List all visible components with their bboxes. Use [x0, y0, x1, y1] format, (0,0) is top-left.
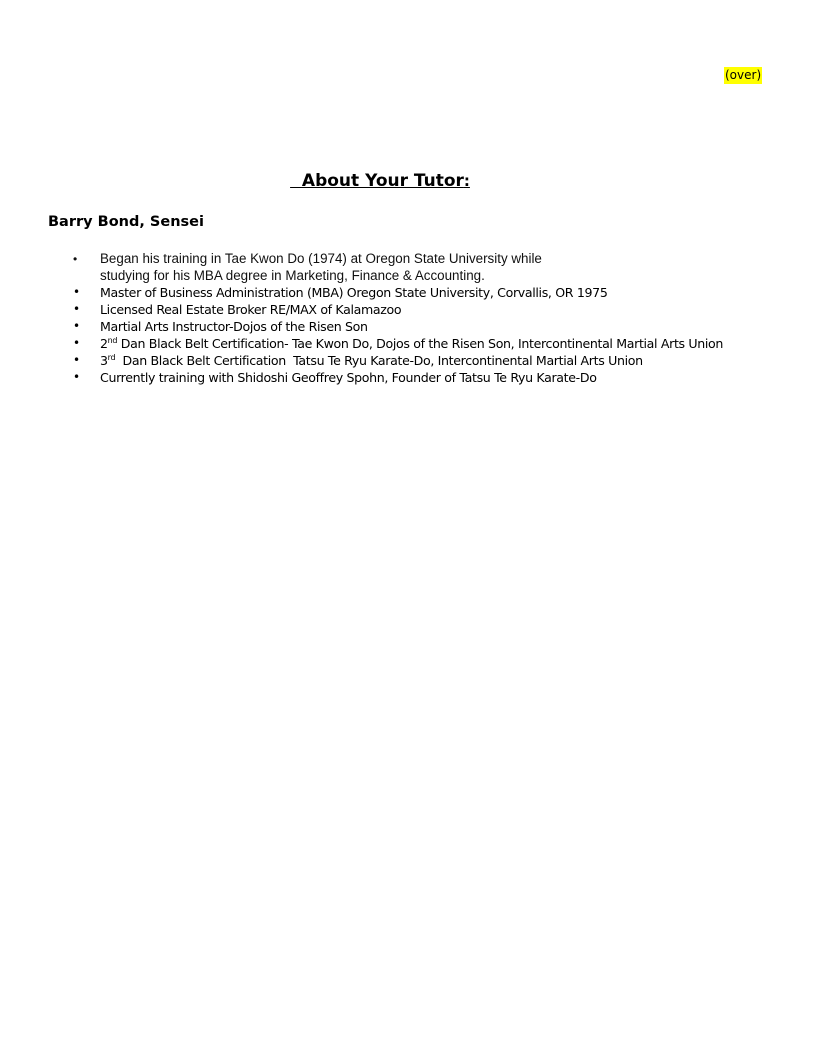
bullet-icon: •: [73, 370, 80, 384]
list-item: [0, 301, 816, 318]
list-item-line: studying for his MBA degree in Marketing, Finance & Accounting.: [100, 268, 485, 283]
list-item-text: Currently training with Shidoshi Geoffrey Spohn, Founder of Tatsu Te Ryu Karate-Do: [100, 370, 597, 385]
list-item-line: Began his training in Tae Kwon Do (1974) at Oregon State University while: [100, 251, 542, 266]
list-item-text: Dan Black Belt Certification Tatsu Te Ryu Karate-Do, Intercontinental Martial Arts Union: [115, 353, 643, 368]
list-item: [0, 318, 816, 335]
list-item: [0, 335, 816, 352]
page-title-text: About Your Tutor: [290, 171, 464, 191]
bullet-icon: •: [73, 353, 80, 367]
list-item-text: Martial Arts Instructor-Dojos of the Risen Son: [100, 319, 368, 334]
tutor-name: Barry Bond, Sensei: [48, 214, 204, 230]
page-title: [0, 170, 760, 192]
list-item: [0, 352, 816, 369]
bullet-icon: •: [73, 302, 80, 316]
over-note: (over): [725, 68, 762, 82]
list-item: [0, 369, 816, 386]
ordinal-suffix: rd: [107, 353, 116, 362]
bullet-icon: •: [73, 319, 80, 333]
list-item-number: 3: [100, 353, 108, 368]
list-item-text: Master of Business Administration (MBA) Oregon State University, Corvallis, OR 1975: [100, 285, 608, 300]
ordinal-suffix: nd: [107, 336, 118, 345]
list-item-text: Licensed Real Estate Broker RE/MAX of Kalamazoo: [100, 302, 402, 317]
bullet-icon: •: [73, 336, 80, 350]
bullet-icon: •: [73, 285, 80, 299]
credentials-list: [0, 250, 816, 386]
list-item-number: 2: [100, 336, 108, 351]
list-item: [0, 284, 816, 301]
page-title-colon: :: [463, 172, 470, 190]
list-item-text: Dan Black Belt Certification- Tae Kwon Do, Dojos of the Risen Son, Intercontinental Martial Arts Union: [117, 336, 724, 351]
bullet-icon: •: [73, 252, 78, 266]
list-item: [0, 250, 816, 284]
